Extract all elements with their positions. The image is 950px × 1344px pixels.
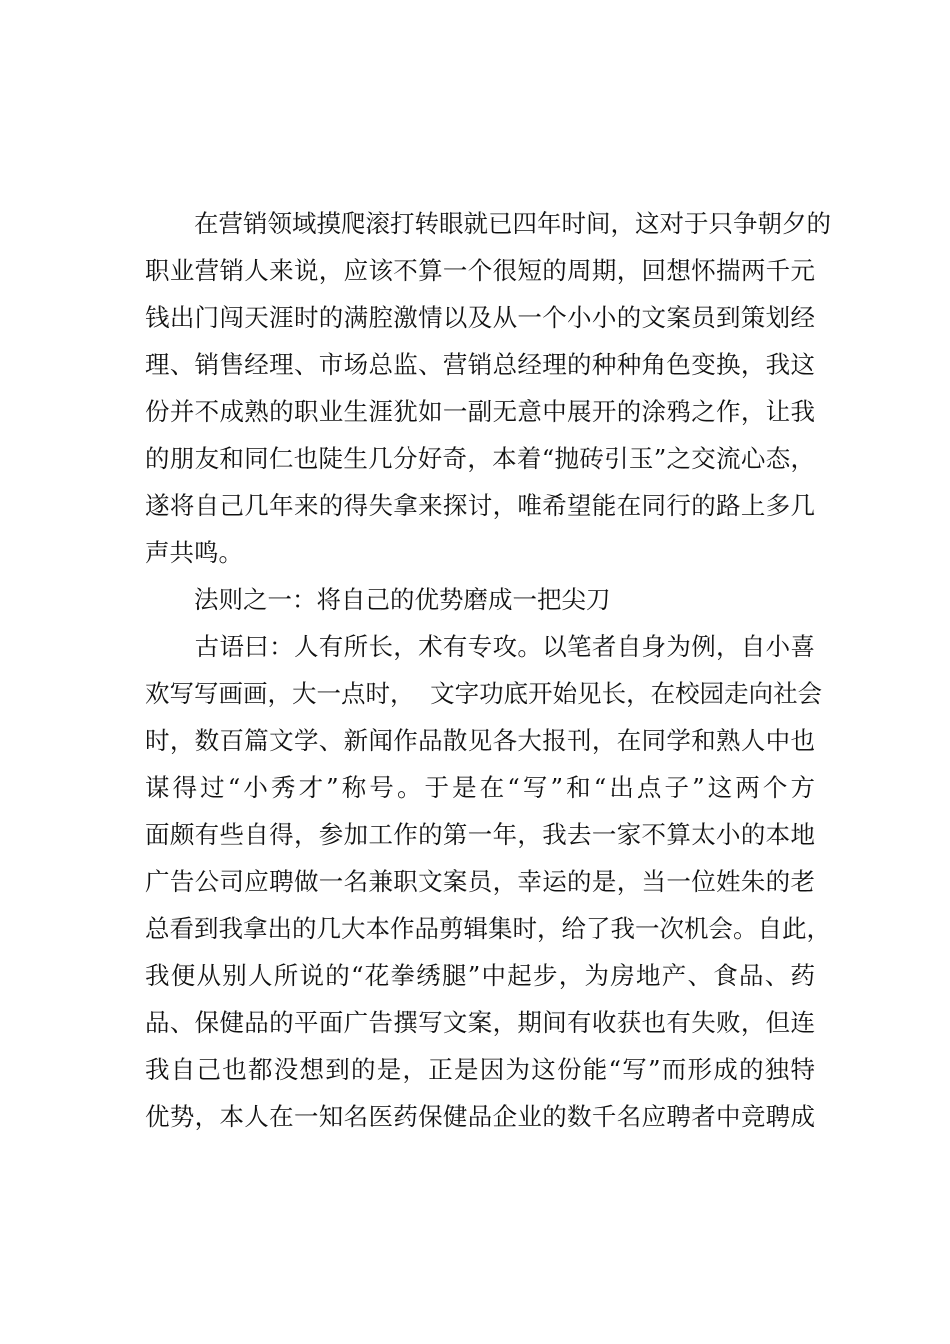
- text-line: 钱出门闯天涯时的满腔激情以及从一个小小的文案员到策划经: [145, 303, 815, 332]
- text-line: 理、销售经理、市场总监、营销总经理的种种角色变换，我这: [145, 350, 815, 379]
- text-line: 在营销领域摸爬滚打转眼就已四年时间，这对于只争朝夕的: [145, 209, 831, 238]
- text-line: 的朋友和同仁也陡生几分好奇，本着“抛砖引玉”之交流心态，: [145, 444, 815, 473]
- text-line: 份并不成熟的职业生涯犹如一副无意中展开的涂鸦之作，让我: [145, 397, 815, 426]
- text-line: 优势，本人在一知名医药保健品企业的数千名应聘者中竞聘成: [145, 1102, 815, 1131]
- text-line: 总看到我拿出的几大本作品剪辑集时，给了我一次机会。自此，: [145, 914, 831, 943]
- section-heading: 法则之一：将自己的优势磨成一把尖刀: [145, 585, 611, 614]
- text-line: 声共鸣。: [145, 538, 243, 567]
- body-text: [145, 200, 831, 1140]
- text-line: 遂将自己几年来的得失拿来探讨，唯希望能在同行的路上多几: [145, 491, 815, 520]
- text-line: 广告公司应聘做一名兼职文案员，幸运的是，当一位姓朱的老: [145, 867, 815, 896]
- text-line: 时，数百篇文学、新闻作品散见各大报刊，在同学和熟人中也: [145, 726, 815, 755]
- text-line: 面颇有些自得，参加工作的第一年，我去一家不算太小的本地: [145, 820, 815, 849]
- text-line: 品、保健品的平面广告撰写文案，期间有收获也有失败，但连: [145, 1008, 815, 1037]
- text-line: 古语曰：人有所长，术有专攻。以笔者自身为例，自小喜: [145, 632, 815, 661]
- text-line: 我自己也都没想到的是，正是因为这份能“写”而形成的独特: [145, 1055, 815, 1084]
- text-line: 谋得过“小秀才”称号。于是在“写”和“出点子”这两个方: [145, 773, 815, 802]
- text-line: 职业营销人来说，应该不算一个很短的周期，回想怀揣两千元: [145, 256, 815, 285]
- text-line: 欢写写画画，大一点时， 文字功底开始见长，在校园走向社会: [145, 679, 823, 708]
- text-line: 我便从别人所说的“花拳绣腿”中起步，为房地产、食品、药: [145, 961, 815, 990]
